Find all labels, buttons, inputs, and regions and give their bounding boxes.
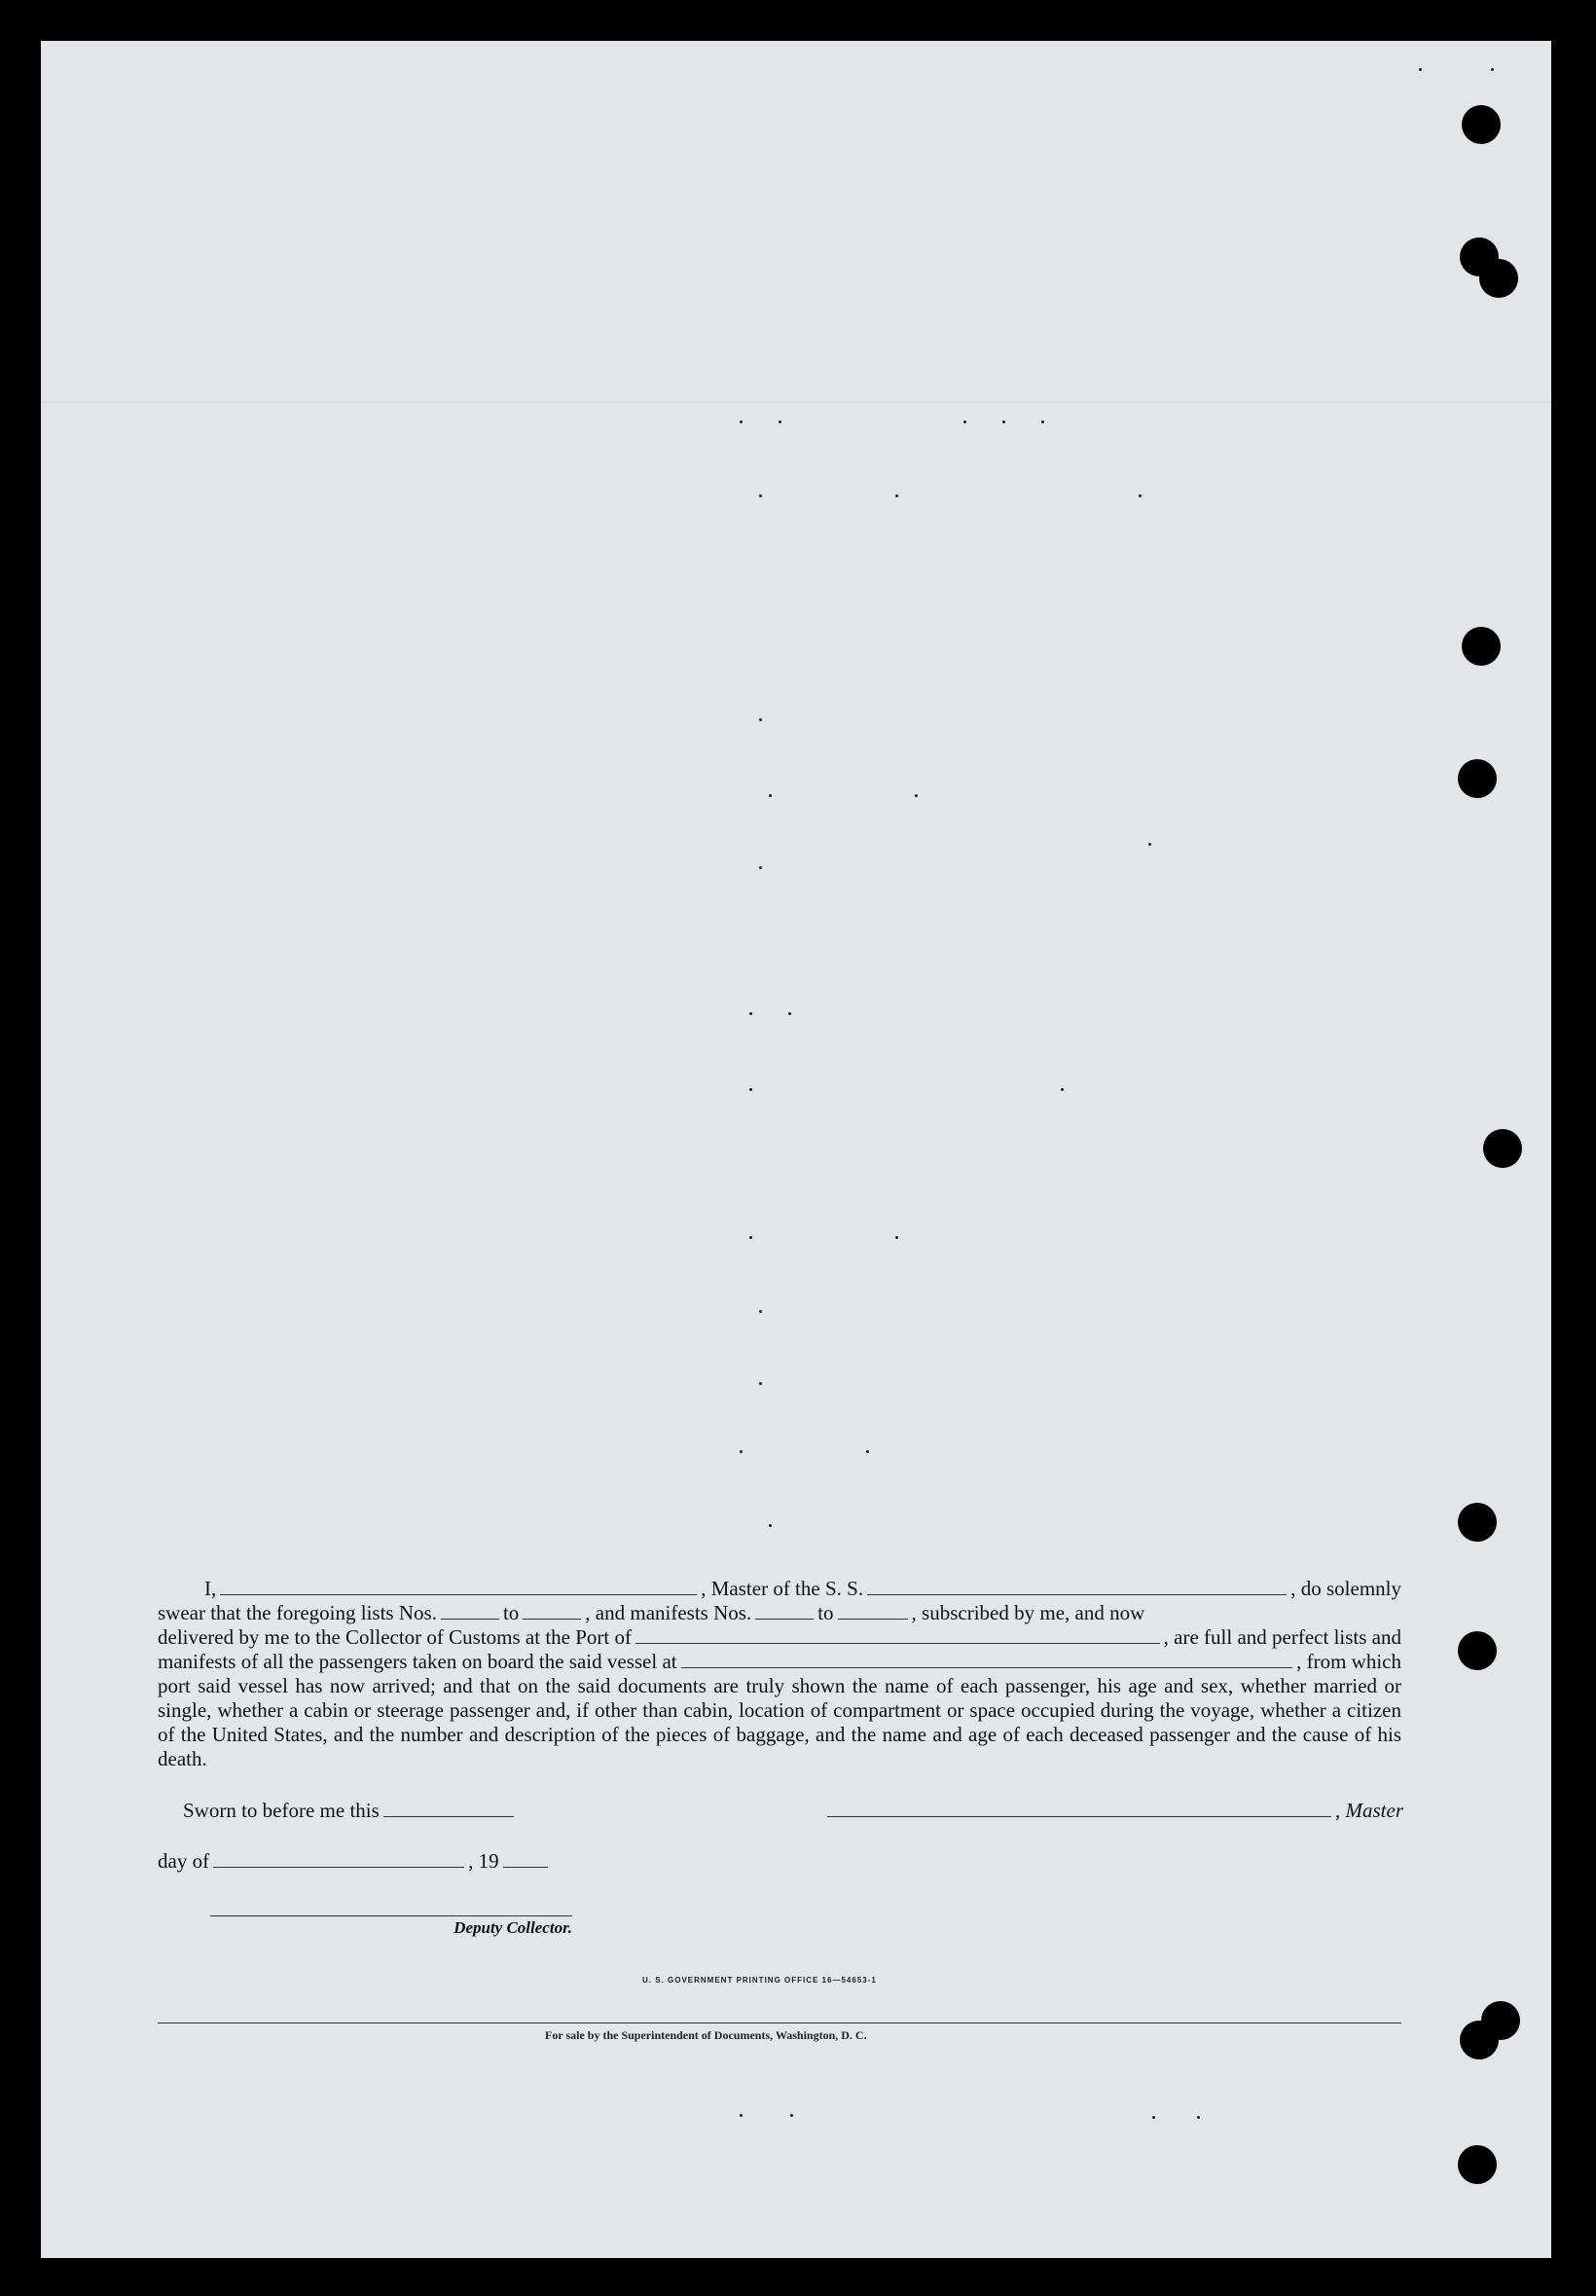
speck (740, 2114, 743, 2117)
speck (1148, 843, 1151, 846)
oath-line-1 (158, 1577, 1401, 1601)
speck (769, 1524, 772, 1527)
sworn-day-field[interactable] (383, 1800, 514, 1817)
master-name-field[interactable] (220, 1578, 697, 1595)
day-of-label: day of (158, 1849, 210, 1873)
binder-hole (1458, 1631, 1497, 1670)
speck (1061, 1088, 1064, 1091)
month-field[interactable] (213, 1850, 464, 1868)
binder-hole (1462, 627, 1501, 666)
manifests-from-field[interactable] (755, 1602, 814, 1620)
speck (759, 718, 762, 721)
speck (963, 420, 966, 423)
oath-body: port said vessel has now arrived; and that on the said documents are truly shown the name of each passenger, his age and sex, whether married or single, whether a cabin or steerage passenger and, if other than cabin, location of compartment or space occupied during the voyage, whether a citizen of the United States, and the number and description of the pieces of baggage, and the name and age of each deceased passenger and the cause of his death. (158, 1674, 1401, 1770)
oath-line-2 (158, 1601, 1401, 1625)
binder-hole (1458, 1503, 1497, 1542)
speck (790, 2114, 793, 2117)
oath-manifests-all: manifests of all the passengers taken on board the said vessel at (158, 1650, 677, 1673)
speck (1041, 420, 1044, 423)
master-label: , Master (1335, 1799, 1403, 1822)
sale-notice: For sale by the Superintendent of Documents, Washington, D. C. (545, 2028, 867, 2042)
speck (895, 494, 898, 497)
speck (1152, 2116, 1155, 2119)
speck (1491, 68, 1494, 71)
speck (779, 420, 781, 423)
binder-hole (1483, 1129, 1522, 1168)
oath-full-perfect: , are full and perfect lists and (1163, 1625, 1401, 1649)
printing-office-imprint: U. S. GOVERNMENT PRINTING OFFICE 16—54653-1 (642, 1976, 877, 1985)
faint-rule (41, 401, 1551, 403)
speck (769, 794, 772, 797)
speck (1139, 494, 1142, 497)
binder-hole (1460, 2021, 1499, 2059)
lists-from-field[interactable] (441, 1602, 499, 1620)
speck (759, 1382, 762, 1385)
speck (749, 1088, 752, 1091)
speck (749, 1012, 752, 1015)
speck (759, 494, 762, 497)
oath-to-1: to (502, 1601, 520, 1624)
oath-delivered: delivered by me to the Collector of Customs at the Port of (158, 1625, 632, 1649)
oath-paragraph (158, 1577, 1401, 1771)
binder-hole (1462, 105, 1501, 144)
speck (759, 1310, 762, 1313)
embarkation-port-field[interactable] (681, 1651, 1293, 1668)
oath-i: I, (204, 1577, 217, 1600)
master-signature-field[interactable] (827, 1800, 1331, 1817)
oath-swear: swear that the foregoing lists Nos. (158, 1601, 437, 1624)
deputy-collector-signature: Deputy Collector. (210, 1915, 572, 1938)
oath-master-of-ss: , Master of the S. S. (701, 1577, 864, 1600)
lists-to-field[interactable] (523, 1602, 581, 1620)
manifests-to-field[interactable] (838, 1602, 908, 1620)
binder-hole (1479, 259, 1518, 298)
sworn-label: Sworn to before me this (183, 1799, 380, 1822)
oath-line-3 (158, 1625, 1401, 1650)
oath-subscribed: , subscribed by me, and now (911, 1601, 1145, 1624)
speck (740, 420, 743, 423)
oath-to-2: to (817, 1601, 834, 1624)
binder-hole (1458, 2145, 1497, 2184)
speck (759, 866, 762, 869)
speck (740, 1450, 743, 1453)
sworn-row (158, 1799, 1403, 1823)
speck (1002, 420, 1005, 423)
binder-hole (1458, 759, 1497, 798)
speck (749, 1236, 752, 1239)
oath-from-which: , from which (1296, 1650, 1401, 1673)
day-row (158, 1849, 552, 1874)
speck (1419, 68, 1422, 71)
vessel-name-field[interactable] (867, 1578, 1287, 1595)
port-field[interactable] (635, 1626, 1160, 1644)
oath-and-manifests: , and manifests Nos. (585, 1601, 752, 1624)
year-prefix: , 19 (468, 1849, 499, 1873)
speck (915, 794, 918, 797)
speck (788, 1012, 791, 1015)
year-field[interactable] (503, 1850, 548, 1868)
speck (895, 1236, 898, 1239)
oath-do-solemnly: , do solemnly (1290, 1577, 1401, 1600)
oath-line-4 (158, 1650, 1401, 1674)
speck (1197, 2116, 1200, 2119)
speck (866, 1450, 869, 1453)
